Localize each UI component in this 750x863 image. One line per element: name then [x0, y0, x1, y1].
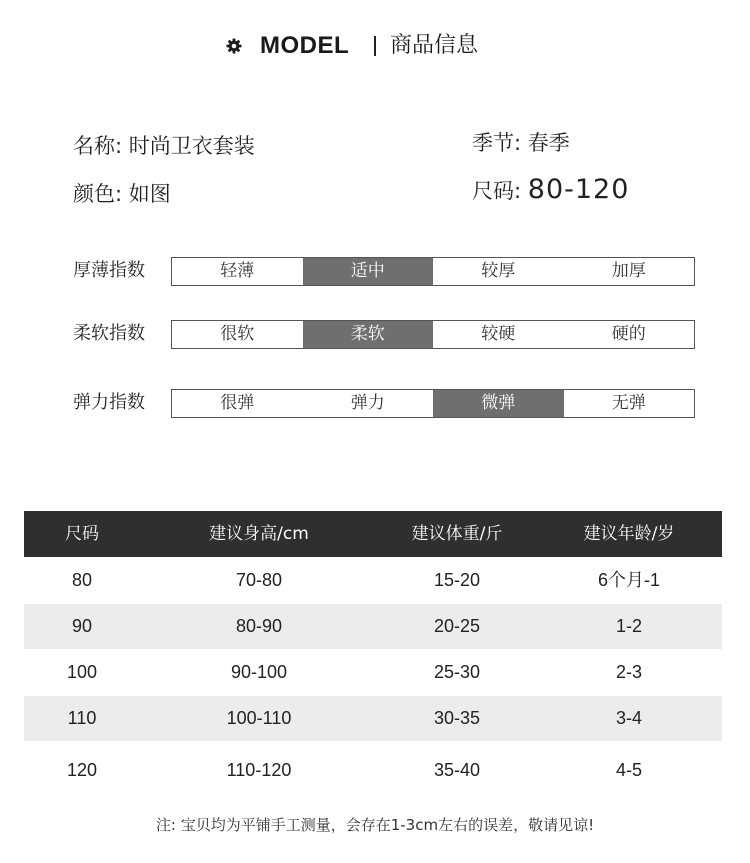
- table-cell: 30-35: [433, 708, 481, 728]
- table-cell: 120: [66, 760, 98, 780]
- section-title: 商品信息: [390, 33, 479, 58]
- table-cell: 3-4: [615, 708, 642, 728]
- table-row: [24, 741, 722, 800]
- table-cell: 110: [67, 708, 97, 728]
- table-header: [24, 511, 722, 557]
- table-row: [24, 649, 722, 696]
- table-row: [24, 604, 722, 649]
- table-cell: 70-80: [235, 570, 283, 590]
- size-table: [24, 511, 722, 800]
- product-color: 颜色: 如图: [73, 182, 171, 206]
- index-option: 较厚: [481, 261, 516, 281]
- index-option: 硬的: [611, 324, 646, 344]
- index-option: 弹力: [350, 393, 385, 413]
- gear-icon: [226, 38, 242, 54]
- index-option: 很软: [220, 324, 255, 344]
- index-scale: [171, 389, 695, 418]
- index-option-selected: 微弹: [433, 390, 564, 417]
- measurement-note: 注: 宝贝均为平铺手工测量，会存在1-3cm左右的误差，敬请见谅!: [155, 816, 595, 834]
- table-cell: 6个月-1: [597, 570, 660, 590]
- size-label: 尺码:: [472, 179, 522, 203]
- table-cell: 25-30: [433, 662, 481, 682]
- size-value: 80-120: [527, 174, 630, 205]
- table-cell: 110-120: [226, 760, 292, 780]
- model-title: MODEL: [260, 32, 350, 59]
- index-option: 加厚: [611, 261, 646, 281]
- index-option: 轻薄: [220, 261, 255, 281]
- index-scale: [171, 257, 695, 286]
- table-cell: 1-2: [615, 616, 642, 636]
- table-cell: 100: [66, 662, 98, 682]
- index-option: 很弹: [220, 393, 255, 413]
- table-row: [24, 557, 722, 604]
- product-size: [472, 176, 629, 205]
- table-header-cell: 建议年龄/岁: [583, 524, 675, 544]
- table-header-cell: 建议体重/斤: [411, 524, 503, 544]
- table-cell: 100-110: [226, 708, 292, 728]
- index-option: 较硬: [481, 324, 516, 344]
- table-cell: 2-3: [615, 662, 642, 682]
- header-divider: [374, 36, 376, 56]
- table-cell: 80-90: [235, 616, 283, 636]
- index-option-selected: 柔软: [303, 321, 434, 348]
- table-cell: 35-40: [433, 760, 481, 780]
- index-label: 柔软指数: [73, 323, 145, 344]
- table-cell: 4-5: [615, 760, 642, 780]
- header: [0, 30, 750, 62]
- table-cell: 15-20: [433, 570, 481, 590]
- product-season: 季节: 春季: [472, 131, 570, 155]
- table-cell: 90-100: [230, 662, 288, 682]
- table-row: [24, 696, 722, 741]
- index-label: 弹力指数: [73, 392, 145, 413]
- table-header-cell: 建议身高/cm: [209, 524, 309, 544]
- table-cell: 20-25: [433, 616, 481, 636]
- table-cell: 80: [71, 570, 93, 590]
- index-option-selected: 适中: [303, 258, 434, 285]
- table-header-cell: 尺码: [65, 524, 99, 544]
- product-name: 名称: 时尚卫衣套装: [73, 134, 255, 158]
- table-body: [24, 557, 722, 800]
- index-scale: [171, 320, 695, 349]
- table-cell: 90: [71, 616, 93, 636]
- index-label: 厚薄指数: [73, 260, 145, 281]
- index-option: 无弹: [611, 393, 646, 413]
